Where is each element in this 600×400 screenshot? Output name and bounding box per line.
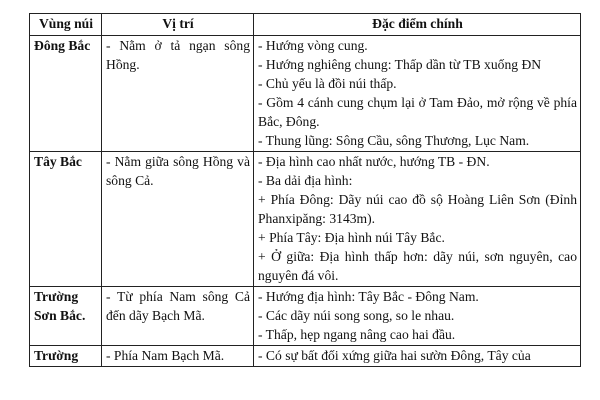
- table-row: [30, 346, 581, 367]
- location-cell: - Phía Nam Bạch Mã.: [102, 346, 254, 367]
- feature-line: - Thấp, hẹp ngang nâng cao hai đầu.: [258, 327, 456, 342]
- header-location: Vị trí: [102, 14, 254, 36]
- feature-line: - Địa hình cao nhất nước, hướng TB - ĐN.: [258, 154, 490, 169]
- region-cell: Đông Bắc: [30, 36, 102, 152]
- location-cell: - Nằm ở tả ngạn sông Hồng.: [102, 36, 254, 152]
- features-cell: [254, 346, 581, 367]
- region-cell: Tây Bắc: [30, 152, 102, 287]
- feature-line: - Các dãy núi song song, so le nhau.: [258, 308, 455, 323]
- table-row: [30, 152, 581, 287]
- table-header-row: [30, 14, 581, 36]
- geography-table: [29, 13, 581, 367]
- feature-line: - Có sự bất đối xứng giữa hai sườn Đông, Tây của: [258, 348, 531, 363]
- feature-line: - Hướng địa hình: Tây Bắc - Đông Nam.: [258, 289, 479, 304]
- feature-line: - Hướng vòng cung.: [258, 38, 368, 53]
- feature-line: + Ở giữa: Địa hình thấp hơn: dãy núi, sơn nguyên, cao nguyên đá vôi.: [258, 249, 577, 283]
- features-cell: [254, 152, 581, 287]
- header-region: Vùng núi: [30, 14, 102, 36]
- region-cell: Trường: [30, 346, 102, 367]
- features-cell: [254, 36, 581, 152]
- region-cell: Trường Sơn Bắc.: [30, 287, 102, 346]
- feature-line: - Chủ yếu là đồi núi thấp.: [258, 76, 397, 91]
- header-features: Đặc điểm chính: [254, 14, 581, 36]
- feature-line: - Ba dải địa hình:: [258, 173, 353, 188]
- feature-line: - Gồm 4 cánh cung chụm lại ở Tam Đảo, mở rộng về phía Bắc, Đông.: [258, 95, 577, 129]
- location-cell: - Nằm giữa sông Hồng và sông Cả.: [102, 152, 254, 287]
- feature-line: - Hướng nghiêng chung: Thấp dần từ TB xuống ĐN: [258, 57, 542, 72]
- feature-line: - Thung lũng: Sông Cầu, sông Thương, Lục Nam.: [258, 133, 530, 148]
- location-cell: - Từ phía Nam sông Cả đến dãy Bạch Mã.: [102, 287, 254, 346]
- table-row: [30, 36, 581, 152]
- features-cell: [254, 287, 581, 346]
- table-row: [30, 287, 581, 346]
- feature-line: + Phía Đông: Dãy núi cao đồ sộ Hoàng Liên Sơn (Đỉnh Phanxipăng: 3143m).: [258, 192, 577, 226]
- feature-line: + Phía Tây: Địa hình núi Tây Bắc.: [258, 230, 445, 245]
